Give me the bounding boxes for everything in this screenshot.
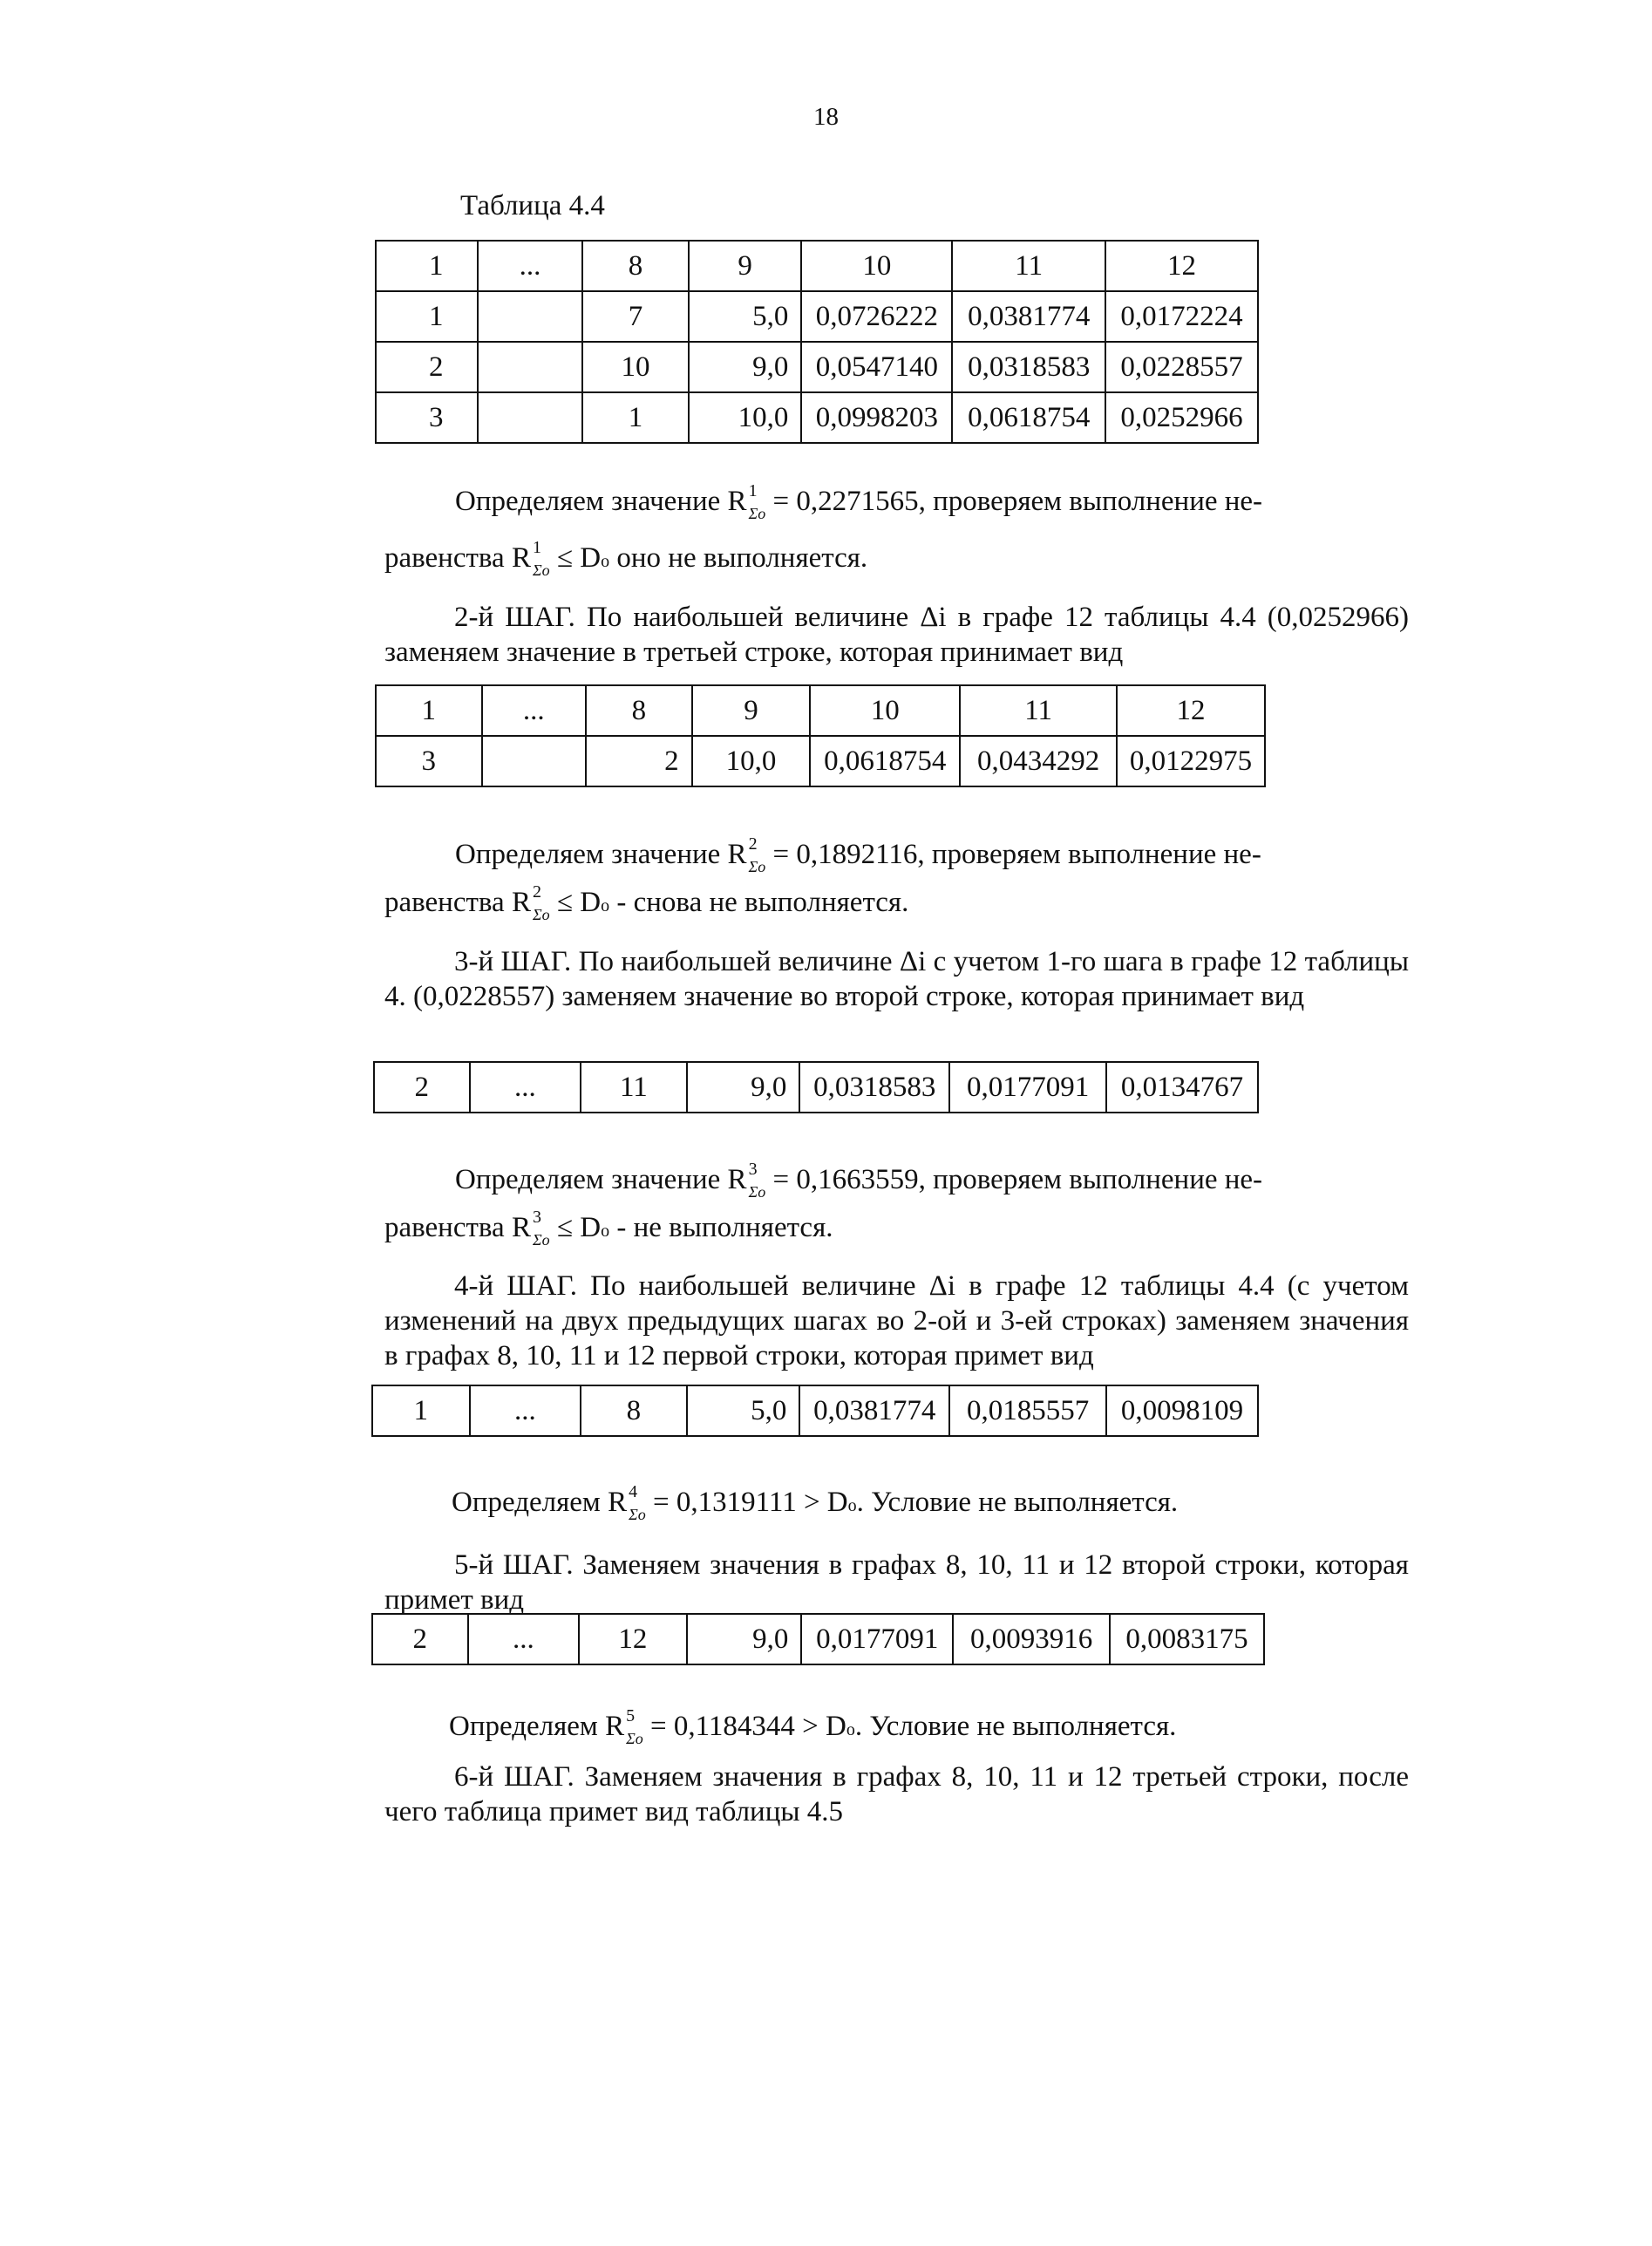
step-2-text: 2-й ШАГ. По наибольшей величине Δi в графе 12 таблицы 4.4 (0,0252966) заменяем значение в третьей строке, которая принимает вид	[384, 602, 1409, 668]
table-row	[374, 1062, 1258, 1113]
superscript: 3	[748, 1160, 758, 1179]
paragraph-2-line-2	[384, 882, 1409, 923]
table-cell: 0,0726222	[801, 291, 952, 342]
header-cell: 12	[1105, 241, 1258, 291]
subscript: o	[601, 1222, 610, 1241]
header-cell: 12	[1117, 685, 1265, 736]
text: = 0,2271565, проверяем выполнение не-	[765, 486, 1263, 517]
page-number: 18	[813, 103, 839, 131]
table-cell: 7	[582, 291, 689, 342]
text: . Условие не выполняется.	[856, 1487, 1179, 1518]
table-cell: 0,0098109	[1106, 1385, 1258, 1436]
subscript: Σo	[748, 1183, 766, 1201]
superscript: 2	[748, 834, 758, 854]
subscript: Σo	[532, 562, 550, 579]
table-cell: 10	[582, 342, 689, 392]
text: = 0,1663559, проверяем выполнение не-	[765, 1164, 1263, 1195]
header-cell: 11	[952, 241, 1105, 291]
text: равенства R	[384, 1212, 531, 1243]
table-cell: 2	[374, 1062, 470, 1113]
paragraph-4	[452, 1482, 1411, 1523]
superscript: 1	[532, 538, 541, 557]
step-5-text: 5-й ШАГ. Заменяем значения в графах 8, 10, 11 и 12 второй строки, которая примет вид	[384, 1549, 1409, 1616]
table-cell: 2	[372, 1614, 468, 1664]
table-cell	[478, 291, 582, 342]
step-4-text: 4-й ШАГ. По наибольшей величине Δi в графе 12 таблицы 4.4 (с учетом изменений на двух предыдущих шагах во 2-ой и 3-ей строках) заменяем значения в графах 8, 10, 11 и 12 первой строки, которая примет вид	[384, 1270, 1409, 1371]
text: равенства R	[384, 887, 531, 918]
table-cell: 0,0134767	[1106, 1062, 1258, 1113]
text: Определяем R	[449, 1711, 625, 1742]
table-cell: 9,0	[687, 1614, 802, 1664]
header-cell: ...	[482, 685, 587, 736]
text: = 0,1892116, проверяем выполнение не-	[765, 839, 1261, 870]
text: - не выполняется.	[609, 1212, 833, 1243]
table-cell: 3	[376, 392, 478, 443]
table-cell: ...	[468, 1614, 580, 1664]
header-cell: 8	[582, 241, 689, 291]
table-cell: 0,0618754	[810, 736, 960, 786]
paragraph-1-line-1	[455, 481, 1414, 522]
table-cell: 0,0381774	[952, 291, 1105, 342]
table-cell: 10,0	[689, 392, 802, 443]
table-cell: 9,0	[689, 342, 802, 392]
table-cell: 3	[376, 736, 482, 786]
text: ≤ D	[549, 542, 602, 574]
table-cell: 0,0177091	[949, 1062, 1106, 1113]
table-cell: 1	[376, 291, 478, 342]
step-4-paragraph	[384, 1269, 1409, 1373]
header-cell: 10	[810, 685, 960, 736]
text: Определяем R	[452, 1487, 628, 1518]
table-cell: 2	[376, 342, 478, 392]
paragraph-2-line-1	[455, 834, 1414, 875]
table-cell: 0,0177091	[801, 1614, 953, 1664]
subscript: o	[601, 552, 610, 571]
table-cell: 0,0172224	[1105, 291, 1258, 342]
subscript: o	[847, 1496, 857, 1515]
header-cell: 9	[689, 241, 802, 291]
table-cell: 0,0318583	[799, 1062, 949, 1113]
table-cell: 12	[579, 1614, 687, 1664]
text: - снова не выполняется.	[609, 887, 909, 918]
table-caption: Таблица 4.4	[460, 190, 605, 221]
text: Определяем значение R	[455, 839, 747, 870]
table-cell: 0,0998203	[801, 392, 952, 443]
table-cell: 0,0252966	[1105, 392, 1258, 443]
table-cell: 1	[372, 1385, 470, 1436]
header-cell: 9	[692, 685, 811, 736]
subscript: Σo	[748, 505, 766, 522]
table-row	[376, 392, 1258, 443]
table-row	[372, 1614, 1264, 1664]
table-row	[376, 342, 1258, 392]
table-cell	[478, 342, 582, 392]
text: Определяем значение R	[455, 1164, 747, 1195]
header-cell: 1	[376, 241, 478, 291]
table-cell: 0,0547140	[801, 342, 952, 392]
table-row	[376, 291, 1258, 342]
table-step-4	[371, 1385, 1259, 1437]
subscript: Σo	[748, 858, 766, 875]
header-cell: ...	[478, 241, 582, 291]
table-cell: 0,0083175	[1110, 1614, 1264, 1664]
table-cell	[478, 392, 582, 443]
table-cell: 2	[586, 736, 692, 786]
table-cell: 10,0	[692, 736, 811, 786]
step-3-text: 3-й ШАГ. По наибольшей величине Δi с учетом 1-го шага в графе 12 таблицы 4. (0,0228557) заменяем значение во второй строке, которая принимает вид	[384, 946, 1409, 1012]
table-row	[372, 1385, 1258, 1436]
table-cell: 8	[581, 1385, 687, 1436]
subscript: Σo	[626, 1730, 643, 1747]
table-header-row	[376, 685, 1265, 736]
table-step-5	[371, 1613, 1265, 1665]
table-cell: ...	[470, 1062, 581, 1113]
table-step-2	[375, 684, 1266, 787]
table-cell: 0,0318583	[952, 342, 1105, 392]
step-6-paragraph	[384, 1759, 1409, 1829]
header-cell: 8	[586, 685, 692, 736]
step-6-text: 6-й ШАГ. Заменяем значения в графах 8, 10, 11 и 12 третьей строки, после чего таблица примет вид таблицы 4.5	[384, 1761, 1409, 1827]
table-step-3	[373, 1061, 1259, 1113]
table-cell: 0,0122975	[1117, 736, 1265, 786]
text: = 0,1319111 > D	[645, 1487, 848, 1518]
subscript: Σo	[532, 906, 550, 923]
paragraph-1-line-2	[384, 538, 1409, 579]
text: равенства R	[384, 542, 531, 574]
text: оно не выполняется.	[609, 542, 868, 574]
table-cell: 0,0093916	[953, 1614, 1110, 1664]
table-cell: 9,0	[687, 1062, 800, 1113]
table-cell: 0,0381774	[799, 1385, 949, 1436]
header-cell: 1	[376, 685, 482, 736]
text: ≤ D	[549, 1212, 602, 1243]
subscript: Σo	[532, 1231, 550, 1249]
subscript: o	[846, 1720, 855, 1739]
table-cell	[482, 736, 587, 786]
table-cell: 5,0	[687, 1385, 800, 1436]
table-cell: 0,0228557	[1105, 342, 1258, 392]
table-cell: 5,0	[689, 291, 802, 342]
table-header-row	[376, 241, 1258, 291]
table-row	[376, 736, 1265, 786]
table-cell: ...	[470, 1385, 581, 1436]
header-cell: 11	[960, 685, 1117, 736]
superscript: 1	[748, 481, 758, 500]
paragraph-3-line-1	[455, 1162, 1414, 1201]
superscript: 2	[532, 882, 541, 902]
text: . Условие не выполняется.	[854, 1711, 1177, 1742]
text: Определяем значение R	[455, 486, 747, 517]
paragraph-3-line-2	[384, 1210, 1409, 1249]
paragraph-5	[449, 1706, 1408, 1747]
table-4-4	[375, 240, 1259, 444]
table-cell: 1	[582, 392, 689, 443]
step-2-paragraph	[384, 600, 1409, 670]
superscript: 4	[629, 1482, 638, 1501]
table-cell: 11	[581, 1062, 687, 1113]
step-3-paragraph	[384, 944, 1409, 1014]
step-5-paragraph	[384, 1548, 1409, 1617]
subscript: Σo	[629, 1506, 646, 1523]
table-cell: 0,0434292	[960, 736, 1117, 786]
table-cell: 0,0618754	[952, 392, 1105, 443]
header-cell: 10	[801, 241, 952, 291]
text: ≤ D	[549, 887, 602, 918]
superscript: 3	[532, 1208, 541, 1227]
text: = 0,1184344 > D	[642, 1711, 846, 1742]
table-cell: 0,0185557	[949, 1385, 1106, 1436]
superscript: 5	[626, 1706, 636, 1725]
subscript: o	[601, 896, 610, 915]
